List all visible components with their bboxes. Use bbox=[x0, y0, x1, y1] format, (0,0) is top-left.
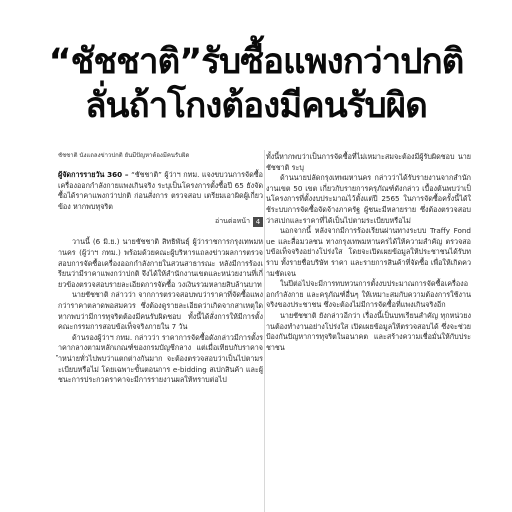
body-paragraph: ทั้งนี้หากพบว่าเป็นการจัดซื้อที่ไม่เหมาะสมจะต้องมีผู้รับผิดชอบ นายชัชชาติ ระบุ bbox=[266, 152, 471, 172]
body-paragraph: นอกจากนี้ หลังจากมีการร้องเรียนผ่านทางระบบ Traffy Fondue และสื่อมวลชน ทางกรุงเทพมหานครได้ให้ความสำคัญ ตรวจสอบข้อเท็จจริงอย่างโปร่งใส โดยจะเปิดเผยข้อมูลให้ประชาชนได้รับทราบ ทั้งรายชื่อบริษัท ราคา และรายการสินค้าที่จัดซื้อ เพื่อให้เกิดความชัดเจน bbox=[266, 226, 471, 278]
lead-label: ผู้จัดการรายวัน 360 – bbox=[58, 170, 129, 179]
left-column bbox=[58, 152, 263, 386]
body-paragraph: ด้านรองผู้ว่าฯ กทม. กล่าวว่า ราคาการจัดซื้อดังกล่าวมีการตั้งราคากลางตามหลักเกณฑ์ของกรมบัญชีกลาง แต่เมื่อเทียบกับราคาจำหน่ายทั่วไปพบว่าแตกต่างกันมาก จะต้องตรวจสอบว่าเป็นไปตามระเบียบหรือไม่ โดยเฉพาะขั้นตอนการ e-bidding สเปกสินค้า และผู้ชนะการประกวดราคาจะมีการรายงานผลให้ทราบต่อไป bbox=[58, 332, 263, 385]
headline-line-2: ลั่นถ้าโกงต้องมีคนรับผิด bbox=[85, 86, 427, 126]
continue-label[interactable]: อ่านต่อหน้า bbox=[215, 217, 250, 226]
lead-text: “ชัชชาติ” ผู้ว่าฯ กทม. แจงขบวนการจัดซื้อเครื่องออกกำลังกายแพงเกินจริง ระบุเป็นโครงการตั้งซื้อปี 65 ยังจัดซื้อได้ราคาแพงกว่าปกติ ก่อนสั่งการ ตรวจสอบ เตรียมเอาผิดผู้เกี่ยวข้อง หากพบทุจริต bbox=[58, 170, 264, 211]
right-column bbox=[266, 152, 471, 353]
column-divider bbox=[264, 150, 265, 512]
continue-page-badge[interactable]: 4 bbox=[253, 217, 263, 227]
body-paragraph: นายชัชชาติ กล่าวว่า จากการตรวจสอบพบว่าราคาที่จัดซื้อแพงกว่าราคาตลาดพอสมควร ซึ่งต้องดูรายละเอียดว่าเกิดจากสาเหตุใด หากพบว่ามีการทุจริตต้องมีคนรับผิดชอบ ทั้งนี้ได้สั่งการให้มีการตั้งคณะกรรมการสอบข้อเท็จจริงภายใน 7 วัน bbox=[58, 290, 263, 332]
body-paragraph: วานนี้ (6 มิ.ย.) นายชัชชาติ สิทธิพันธุ์ ผู้ว่าราชการกรุงเทพมหานคร (ผู้ว่าฯ กทม.) พร้อมด้วยคณะผู้บริหารแถลงข่าวผลการตรวจสอบการจัดซื้อเครื่องออกกำลังกายในสวนสาธารณะ หลังมีการร้องเรียนว่ามีราคาแพงกว่าปกติ จึงได้ให้สำนักงานเขตและหน่วยงานที่เกี่ยวข้องตรวจสอบรายละเอียดการจัดซื้อ วงเงินรวมหลายสิบล้านบาท bbox=[58, 237, 263, 289]
body-paragraph: นายชัชชาติ ยังกล่าวอีกว่า เรื่องนี้เป็นบทเรียนสำคัญ ทุกหน่วยงานต้องทำงานอย่างโปร่งใส เปิดเผยข้อมูลให้ตรวจสอบได้ ซึ่งจะช่วยป้องกันปัญหาการทุจริตในอนาคต และสร้างความเชื่อมั่นให้กับประชาชน bbox=[266, 310, 471, 352]
lead-paragraph bbox=[58, 170, 263, 212]
body-paragraph: ในปีต่อไปจะมีการทบทวนการตั้งงบประมาณการจัดซื้อเครื่องออกกำลังกาย และครุภัณฑ์อื่นๆ ให้เหมาะสมกับความต้องการใช้งานจริงของประชาชน ซึ่งจะต้องไม่มีการจัดซื้อที่แพงเกินจริงอีก bbox=[266, 279, 471, 310]
body-paragraph: ด้านนายปลัดกรุงเทพมหานคร กล่าวว่าได้รับรายงานจากสำนักงานเขต 50 เขต เกี่ยวกับรายการครุภัณฑ์ดังกล่าว เบื้องต้นพบว่าเป็นโครงการที่ตั้งงบประมาณไว้ตั้งแต่ปี 2565 ในการจัดซื้อครั้งนี้ได้ใช้ระบบการจัดซื้อจัดจ้างภาครัฐ ผู้ชนะมีหลายราย ซึ่งต้องตรวจสอบว่าสเปกและราคาที่ได้เป็นไปตามระเบียบหรือไม่ bbox=[266, 173, 471, 225]
continue-reading[interactable] bbox=[58, 216, 263, 227]
headline-line-1: “ชัชชาติ”รับซื้อแพงกว่าปกติ bbox=[48, 42, 464, 82]
photo-caption: ชัชชาติ นั่งแถลงข่าวปกติ ยันมีปัญหาต้องมีคนรับผิด bbox=[58, 152, 190, 159]
